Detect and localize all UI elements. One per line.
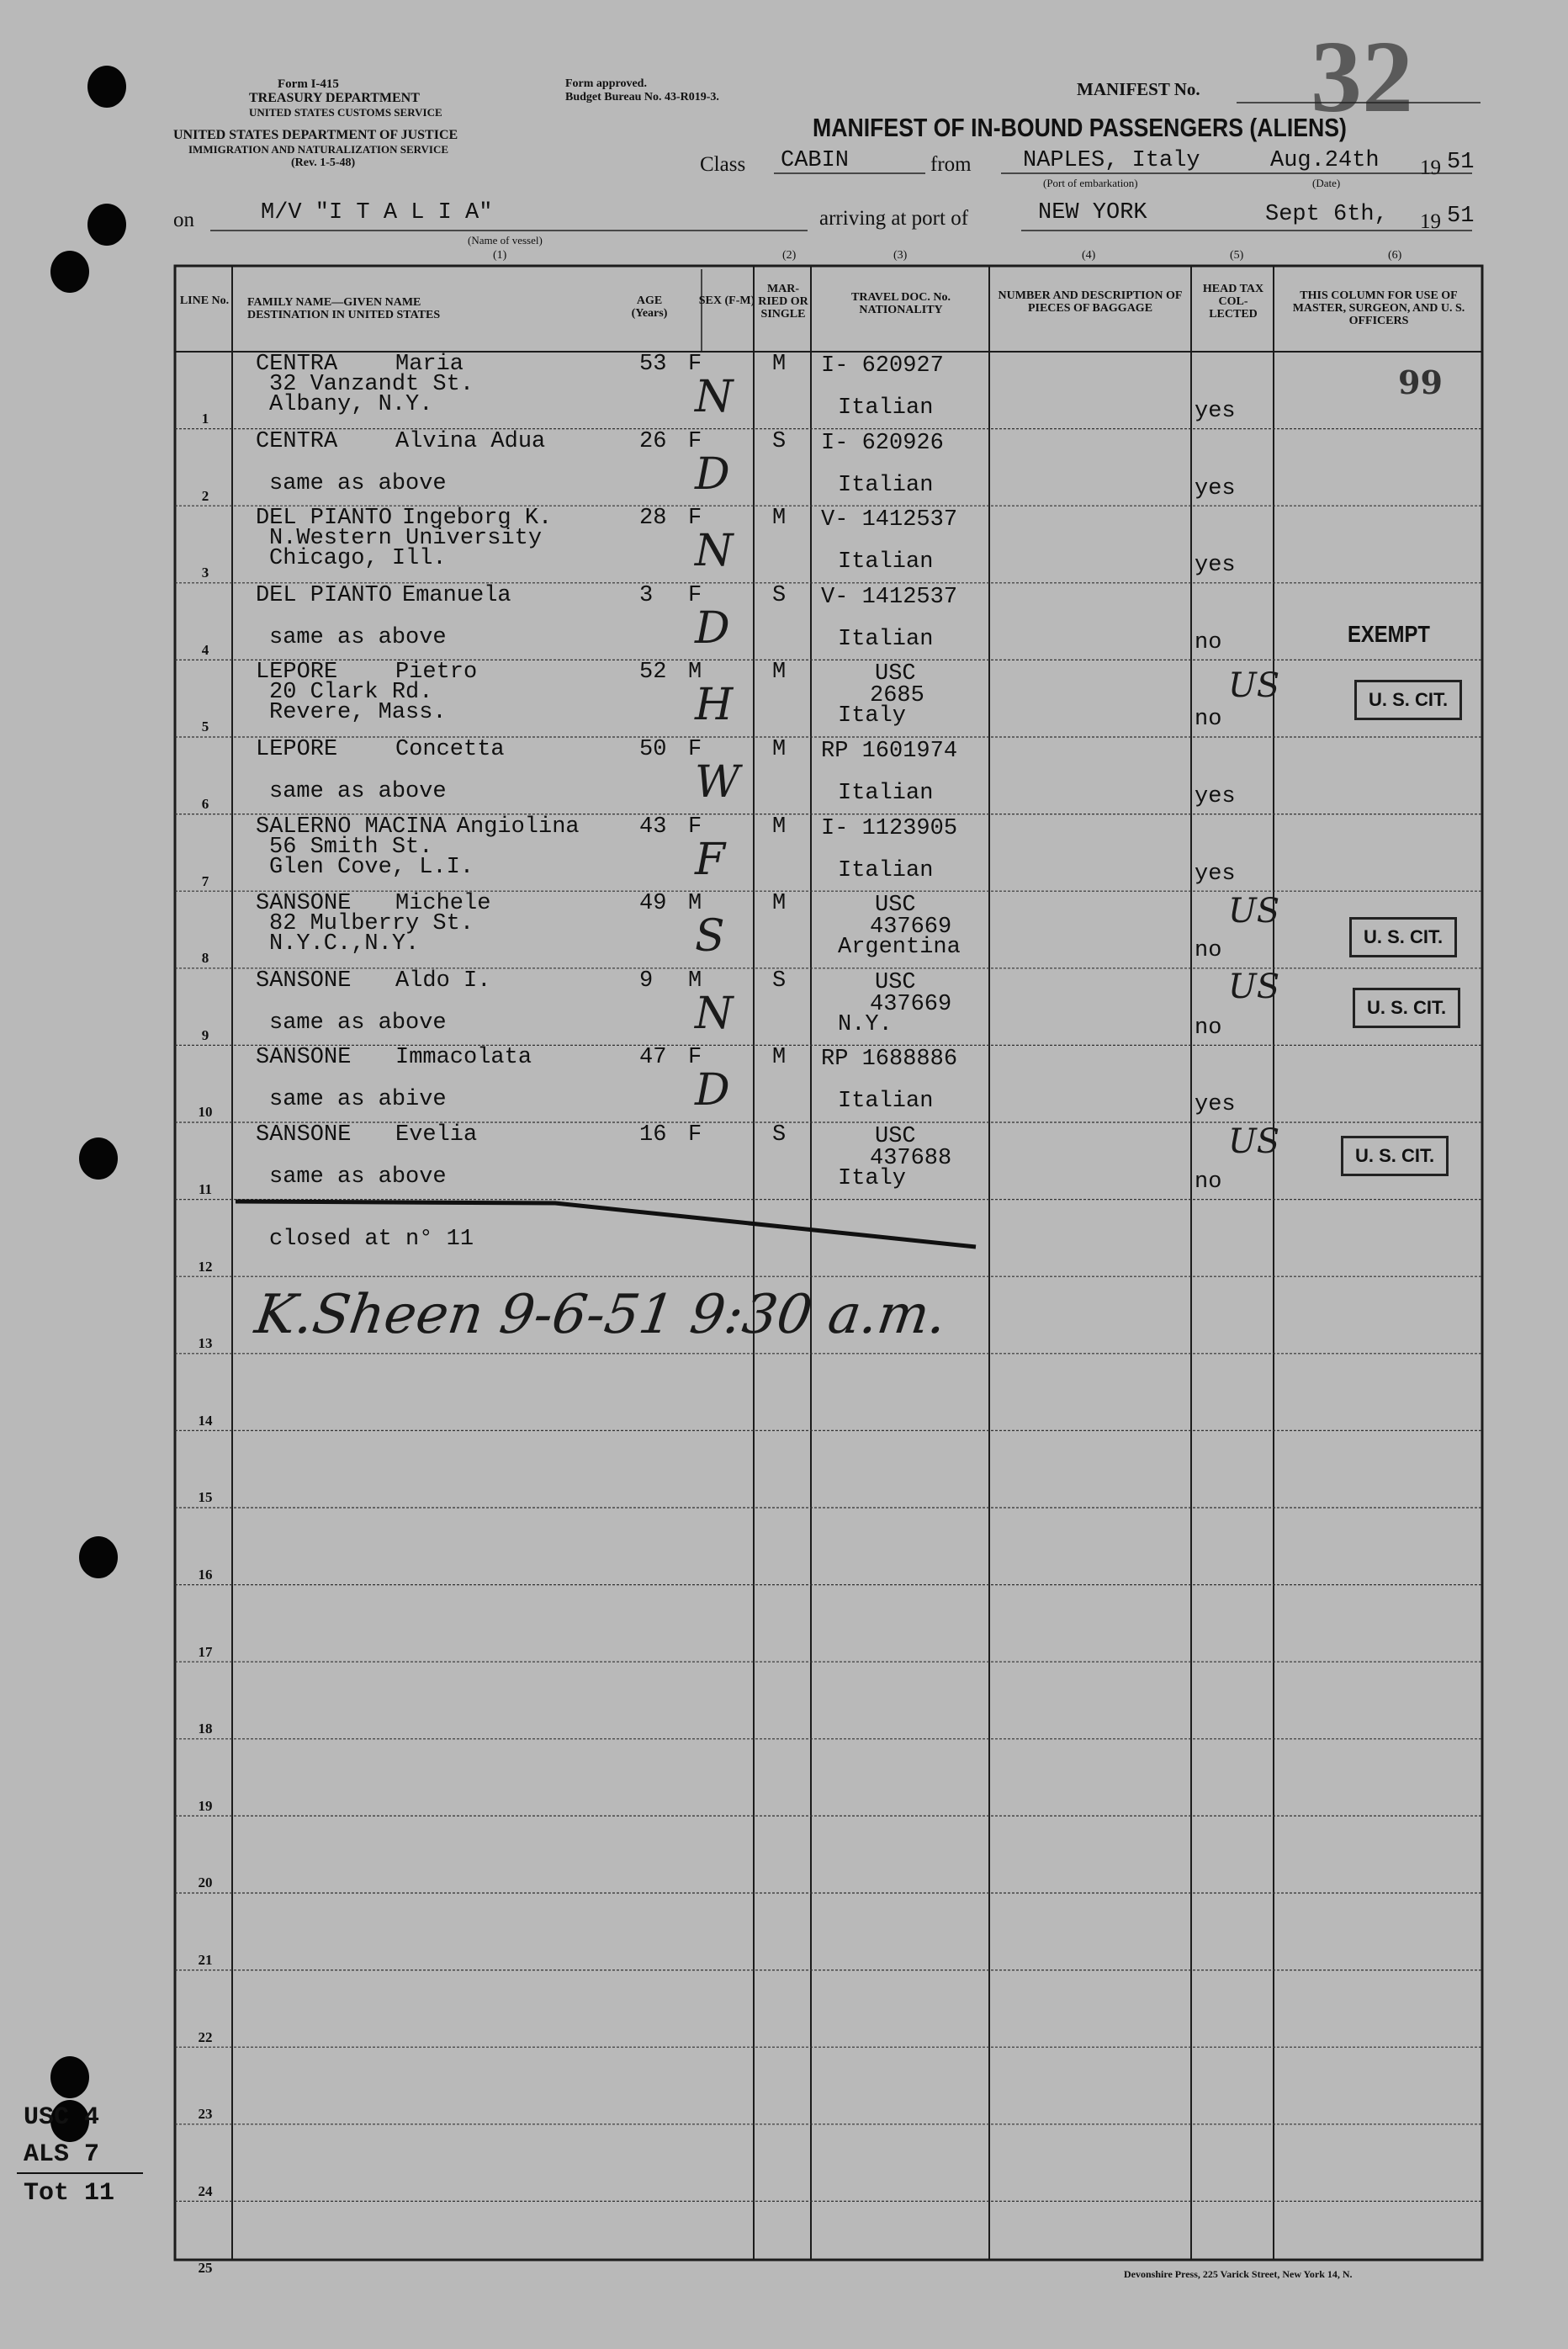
form-approved: Form approved. — [565, 77, 647, 90]
head-tax: no — [1195, 1015, 1222, 1041]
travel-doc: I- 620926 — [821, 430, 944, 456]
sex-initial-mark: N — [695, 526, 734, 577]
family-name: DEL PIANTO — [256, 506, 393, 532]
destination-line: Chicago, Ill. — [269, 546, 447, 572]
us-mark: US — [1228, 1122, 1280, 1161]
revision: (Rev. 1-5-48) — [291, 156, 356, 169]
sex-initial-mark: N — [695, 372, 734, 422]
vessel-caption: (Name of vessel) — [468, 234, 543, 247]
sex-initial-mark: H — [695, 680, 734, 731]
line-number: 8 — [201, 950, 209, 967]
line-number: 2 — [201, 487, 209, 504]
sex-initial-mark: D — [695, 1065, 730, 1116]
destination-line: same as above — [269, 624, 447, 650]
col-number: (5) — [1230, 249, 1244, 262]
destination-line: Revere, Mass. — [269, 700, 447, 726]
marital-status: M — [772, 891, 787, 917]
destination-line: Glen Cove, L.I. — [269, 854, 474, 880]
header-line-no: LINE No. — [179, 294, 230, 307]
travel-doc-number: 437669 — [870, 991, 952, 1017]
travel-doc: V- 1412537 — [821, 584, 958, 610]
head-tax: yes — [1195, 861, 1236, 887]
age: 3 — [639, 582, 654, 608]
vessel-name: M/V "I T A L I A" — [261, 200, 493, 225]
sex-initial-mark: D — [695, 602, 730, 654]
travel-doc: USC — [875, 893, 916, 919]
destination-line: N.Western University — [269, 526, 543, 552]
marital-status: M — [772, 737, 787, 762]
us-cit-stamp: U. S. CIT. — [1354, 680, 1462, 720]
nationality: Italian — [838, 1089, 934, 1115]
age: 49 — [639, 891, 667, 917]
head-tax: yes — [1195, 475, 1236, 501]
sex-initial-mark: N — [695, 988, 734, 1039]
destination-line: same as above — [269, 1164, 447, 1190]
header-baggage: NUMBER AND DESCRIPTION OF PIECES OF BAGGAGE — [998, 289, 1183, 315]
marital-status: M — [772, 814, 787, 840]
age: 43 — [639, 814, 667, 840]
year-prefix: 19 — [1420, 156, 1441, 179]
col-number: (2) — [782, 249, 797, 262]
given-name: Angiolina — [456, 814, 580, 840]
family-name: LEPORE — [256, 660, 338, 686]
nationality: Italian — [838, 626, 934, 652]
travel-doc-number: 2685 — [870, 683, 924, 709]
sex: F — [688, 582, 702, 608]
given-name: Michele — [395, 891, 491, 917]
family-name: DEL PIANTO — [256, 582, 393, 608]
destination-line: Albany, N.Y. — [269, 392, 433, 417]
marital-status: S — [772, 582, 787, 608]
destination-line: 82 Mulberry St. — [269, 911, 474, 937]
line-number: 18 — [198, 1721, 213, 1737]
head-tax: no — [1195, 707, 1222, 733]
age: 50 — [639, 737, 667, 762]
family-name: SANSONE — [256, 891, 352, 917]
totals-rule — [17, 2171, 143, 2176]
travel-doc: USC — [875, 969, 916, 995]
age: 47 — [639, 1045, 667, 1071]
marital-status: M — [772, 1045, 787, 1071]
line-number: 16 — [198, 1567, 213, 1583]
given-name: Maria — [395, 352, 464, 377]
given-name: Evelia — [395, 1122, 478, 1148]
line-number: 21 — [198, 1952, 213, 1968]
line-number: 15 — [198, 1489, 213, 1506]
header-age: AGE (Years) — [631, 294, 668, 320]
marital-status: S — [772, 1122, 787, 1148]
sex-initial-mark: W — [695, 757, 740, 808]
col-number: (3) — [893, 249, 908, 262]
sex: F — [688, 1122, 702, 1148]
destination-line: 32 Vanzandt St. — [269, 372, 474, 397]
line-number: 19 — [198, 1797, 213, 1814]
header-head-tax: HEAD TAX COL- LECTED — [1202, 283, 1264, 321]
destination-line: same as abive — [269, 1087, 447, 1113]
line-number: 9 — [201, 1026, 209, 1043]
header-sex: SEX (F-M) — [698, 294, 755, 307]
on-label: on — [173, 209, 194, 231]
destination-line: same as above — [269, 1010, 447, 1036]
us-cit-stamp: U. S. CIT. — [1341, 1136, 1449, 1176]
line-number: 22 — [198, 2028, 213, 2045]
travel-doc: I- 620927 — [821, 353, 944, 379]
line-number: 13 — [198, 1335, 213, 1352]
head-tax: yes — [1195, 553, 1236, 579]
nationality: Argentina — [838, 935, 961, 961]
head-tax: no — [1195, 938, 1222, 964]
budget-bureau: Budget Bureau No. 43-R019-3. — [565, 91, 719, 103]
marital-status: S — [772, 968, 787, 994]
given-name: Ingeborg K. — [402, 506, 553, 532]
line-number: 1 — [201, 411, 209, 427]
age: 28 — [639, 506, 667, 532]
head-tax: no — [1195, 1169, 1222, 1195]
line-number: 4 — [201, 641, 209, 658]
arrival-year-prefix: 19 — [1420, 210, 1441, 233]
nationality: Italy — [838, 1166, 907, 1191]
departure-date: Aug.24th — [1270, 148, 1380, 173]
nationality: Italy — [838, 703, 907, 729]
given-name: Aldo I. — [395, 968, 491, 994]
justice-dept: UNITED STATES DEPARTMENT OF JUSTICE — [173, 128, 458, 142]
header-officers: THIS COLUMN FOR USE OF MASTER, SURGEON, AND U. S. OFFICERS — [1292, 289, 1465, 327]
total-als: ALS 7 — [24, 2140, 100, 2169]
age: 53 — [639, 352, 667, 377]
departure-year: 51 — [1447, 150, 1475, 175]
line-number: 12 — [198, 1258, 213, 1275]
sex: M — [688, 660, 702, 686]
customs-service: UNITED STATES CUSTOMS SERVICE — [249, 106, 442, 119]
us-cit-stamp: U. S. CIT. — [1353, 988, 1460, 1028]
line-number: 23 — [198, 2106, 213, 2123]
form-number: Form I-415 — [278, 77, 339, 91]
given-name: Emanuela — [402, 582, 511, 608]
manifest-no-label: MANIFEST No. — [1077, 79, 1200, 99]
age: 9 — [639, 968, 654, 994]
marital-status: M — [772, 352, 787, 377]
family-name: LEPORE — [256, 737, 338, 762]
arrival-date: Sept 6th, — [1265, 202, 1388, 227]
arriving-label: arriving at port of — [819, 207, 969, 230]
line-number: 25 — [198, 2260, 213, 2277]
travel-doc: V- 1412537 — [821, 507, 958, 533]
officer-number: 99 — [1398, 363, 1443, 401]
ins-service: IMMIGRATION AND NATURALIZATION SERVICE — [188, 143, 449, 156]
us-mark: US — [1228, 968, 1280, 1006]
marital-status: S — [772, 428, 787, 454]
line-number: 20 — [198, 1874, 213, 1891]
travel-doc: I- 1123905 — [821, 815, 958, 841]
header-name: FAMILY NAME—GIVEN NAME DESTINATION IN UNITED STATES — [247, 296, 441, 321]
col-number: (4) — [1082, 249, 1096, 262]
nationality: Italian — [838, 395, 934, 421]
given-name: Immacolata — [395, 1045, 532, 1071]
line-number: 5 — [201, 718, 209, 735]
family-name: SANSONE — [256, 1122, 352, 1148]
head-tax: yes — [1195, 1092, 1236, 1118]
us-mark: US — [1228, 666, 1280, 705]
destination-line: N.Y.C.,N.Y. — [269, 931, 420, 957]
port-embarkation: NAPLES, Italy — [1023, 148, 1200, 173]
nationality: Italian — [838, 472, 934, 498]
travel-doc-number: 437688 — [870, 1146, 952, 1171]
sex: F — [688, 1045, 702, 1071]
sex: F — [688, 814, 702, 840]
from-label: from — [930, 153, 972, 176]
marital-status: M — [772, 506, 787, 532]
header-travel-doc: TRAVEL DOC. No. NATIONALITY — [851, 291, 951, 316]
sex: F — [688, 506, 702, 532]
sex-initial-mark: D — [695, 448, 730, 500]
line-number: 10 — [198, 1104, 213, 1121]
date-caption: (Date) — [1312, 177, 1341, 189]
given-name: Pietro — [395, 660, 478, 686]
us-mark: US — [1228, 892, 1280, 931]
total-usc: USC 4 — [24, 2103, 100, 2132]
travel-doc: RP 1601974 — [821, 739, 958, 764]
head-tax: no — [1195, 629, 1222, 655]
nationality: Italian — [838, 549, 934, 575]
manifest-number: 32 — [1311, 20, 1413, 134]
nationality: N.Y. — [838, 1011, 893, 1037]
line-number: 24 — [198, 2182, 213, 2199]
sex: M — [688, 968, 702, 994]
family-name: CENTRA — [256, 428, 338, 454]
col-number: (1) — [493, 249, 507, 262]
arrival-port: NEW YORK — [1038, 200, 1147, 225]
head-tax: yes — [1195, 784, 1236, 809]
sex: F — [688, 352, 702, 377]
travel-doc: USC — [875, 661, 916, 687]
sex: F — [688, 737, 702, 762]
class-label: Class — [700, 153, 746, 176]
treasury-dept: TREASURY DEPARTMENT — [249, 91, 420, 105]
sex-initial-mark: S — [695, 911, 725, 962]
class-value: CABIN — [781, 148, 850, 173]
travel-doc: RP 1688886 — [821, 1047, 958, 1073]
destination-line: 20 Clark Rd. — [269, 680, 433, 706]
sex: M — [688, 891, 702, 917]
col-number: (6) — [1388, 249, 1402, 262]
marital-status: M — [772, 660, 787, 686]
total-all: Tot 11 — [24, 2179, 115, 2208]
destination-line: 56 Smith St. — [269, 834, 433, 860]
family-name: SANSONE — [256, 968, 352, 994]
age: 52 — [639, 660, 667, 686]
exempt-stamp: EXEMPT — [1348, 621, 1430, 647]
closed-note: closed at n° 11 — [269, 1227, 474, 1252]
given-name: Concetta — [395, 737, 505, 762]
family-name: SALERNO MACINA — [256, 814, 447, 840]
sex: F — [688, 428, 702, 454]
line-number: 11 — [198, 1181, 213, 1197]
nationality: Italian — [838, 781, 934, 806]
line-number: 7 — [201, 872, 209, 889]
given-name: Alvina Adua — [395, 428, 546, 454]
printer-imprint: Devonshire Press, 225 Varick Street, New York 14, N. — [1124, 2268, 1353, 2280]
sex-initial-mark: F — [695, 834, 726, 885]
header-married: MAR- RIED OR SINGLE — [758, 283, 808, 321]
destination-line: same as above — [269, 470, 447, 496]
us-cit-stamp: U. S. CIT. — [1349, 917, 1457, 957]
age: 16 — [639, 1122, 667, 1148]
age: 26 — [639, 428, 667, 454]
line-number: 14 — [198, 1412, 213, 1429]
manifest-title: MANIFEST OF IN-BOUND PASSENGERS (ALIENS) — [813, 113, 1347, 142]
destination-line: same as above — [269, 779, 447, 804]
line-number: 3 — [201, 565, 209, 581]
travel-doc-number: 437669 — [870, 915, 952, 941]
travel-doc: USC — [875, 1124, 916, 1149]
family-name: CENTRA — [256, 352, 338, 377]
line-number: 6 — [201, 796, 209, 812]
family-name: SANSONE — [256, 1045, 352, 1071]
port-embark-caption: (Port of embarkation) — [1043, 177, 1138, 189]
nationality: Italian — [838, 857, 934, 883]
line-number: 17 — [198, 1643, 213, 1660]
head-tax: yes — [1195, 399, 1236, 424]
inspector-signature: K.Sheen 9-6-51 9:30 a.m. — [251, 1284, 951, 1346]
arrival-year: 51 — [1447, 204, 1475, 229]
